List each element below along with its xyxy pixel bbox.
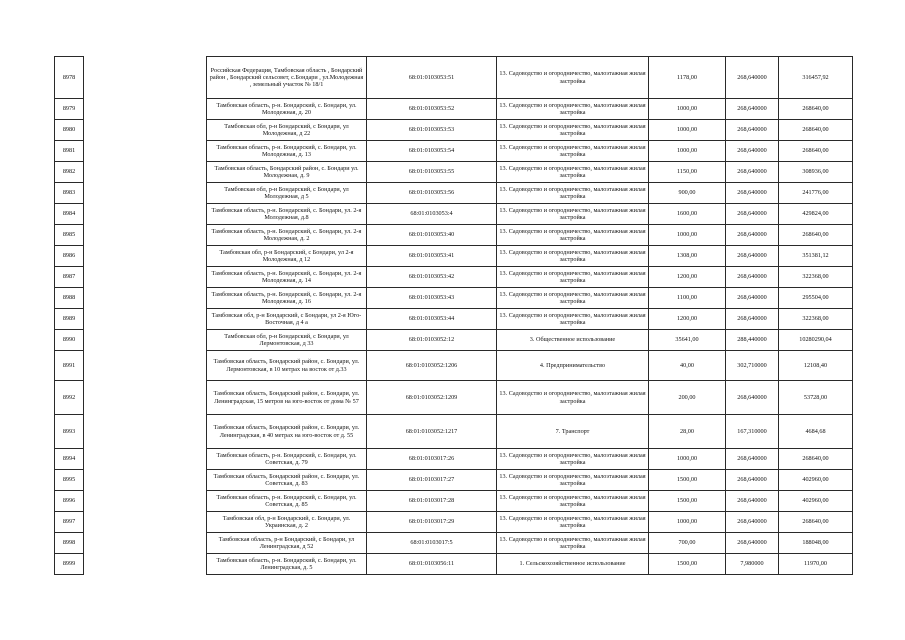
cell-rate: 268,640000 bbox=[726, 309, 779, 330]
cell-area: 28,00 bbox=[649, 415, 726, 449]
cell-blank bbox=[84, 204, 207, 225]
cell-area: 700,00 bbox=[649, 533, 726, 554]
cell-row-number: 8979 bbox=[55, 99, 84, 120]
table-row bbox=[55, 533, 853, 554]
table-row bbox=[55, 141, 853, 162]
cell-cadastral-value: 268640,00 bbox=[779, 225, 853, 246]
cell-blank bbox=[84, 330, 207, 351]
cell-row-number: 8981 bbox=[55, 141, 84, 162]
table-row bbox=[55, 225, 853, 246]
cell-area: 1000,00 bbox=[649, 141, 726, 162]
cell-land-use: 13. Садоводство и огородничество, малоэтажная жилая застройка bbox=[497, 309, 649, 330]
table-body bbox=[55, 57, 853, 575]
cell-land-use: 13. Садоводство и огородничество, малоэтажная жилая застройка bbox=[497, 470, 649, 491]
cell-rate: 302,710000 bbox=[726, 351, 779, 381]
table-row bbox=[55, 57, 853, 99]
cell-rate: 268,640000 bbox=[726, 470, 779, 491]
cell-blank bbox=[84, 554, 207, 575]
cell-address: Тамбовская область, р-н. Бондарский, с. Бондари, ул. 2-я Молодежная, д. 16 bbox=[207, 288, 367, 309]
table-row bbox=[55, 162, 853, 183]
cell-row-number: 8999 bbox=[55, 554, 84, 575]
cell-area: 35641,00 bbox=[649, 330, 726, 351]
cell-blank bbox=[84, 381, 207, 415]
cell-address: Тамбовская область, Бондарский район, с. Бондари, ул. Лермонтовская, в 10 метрах на восток от д.33 bbox=[207, 351, 367, 381]
cell-area: 1178,00 bbox=[649, 57, 726, 99]
cell-rate: 268,640000 bbox=[726, 99, 779, 120]
cell-cadastral-value: 268640,00 bbox=[779, 120, 853, 141]
table-row bbox=[55, 204, 853, 225]
cell-cadastral-value: 4684,68 bbox=[779, 415, 853, 449]
cell-cadastral-number: 68:01:0103017:29 bbox=[367, 512, 497, 533]
cell-row-number: 8982 bbox=[55, 162, 84, 183]
cell-rate: 268,640000 bbox=[726, 225, 779, 246]
cell-row-number: 8988 bbox=[55, 288, 84, 309]
cell-rate: 288,440000 bbox=[726, 330, 779, 351]
cell-cadastral-value: 11970,00 bbox=[779, 554, 853, 575]
cell-row-number: 8980 bbox=[55, 120, 84, 141]
table-row bbox=[55, 183, 853, 204]
cell-land-use: 13. Садоводство и огородничество, малоэтажная жилая застройка bbox=[497, 225, 649, 246]
cell-cadastral-number: 68:01:0103053:41 bbox=[367, 246, 497, 267]
cell-blank bbox=[84, 99, 207, 120]
cell-cadastral-number: 68:01:0103052:1206 bbox=[367, 351, 497, 381]
cell-land-use: 13. Садоводство и огородничество, малоэтажная жилая застройка bbox=[497, 267, 649, 288]
cell-cadastral-number: 68:01:0103053:43 bbox=[367, 288, 497, 309]
cell-cadastral-value: 402960,00 bbox=[779, 470, 853, 491]
cell-area: 1000,00 bbox=[649, 449, 726, 470]
cell-rate: 268,640000 bbox=[726, 381, 779, 415]
cell-cadastral-number: 68:01:0103017:27 bbox=[367, 470, 497, 491]
cell-cadastral-value: 12108,40 bbox=[779, 351, 853, 381]
cell-cadastral-number: 68:01:0103017:5 bbox=[367, 533, 497, 554]
cell-land-use: 13. Садоводство и огородничество, малоэтажная жилая застройка bbox=[497, 57, 649, 99]
cell-row-number: 8997 bbox=[55, 512, 84, 533]
cell-row-number: 8987 bbox=[55, 267, 84, 288]
cell-cadastral-value: 322368,00 bbox=[779, 267, 853, 288]
cell-cadastral-value: 316457,92 bbox=[779, 57, 853, 99]
cell-cadastral-value: 308936,00 bbox=[779, 162, 853, 183]
cell-cadastral-value: 295504,00 bbox=[779, 288, 853, 309]
table-row bbox=[55, 381, 853, 415]
cell-address: Тамбовская область, Бондарский район, с. Бондари, ул. Ленинградская, 15 метров на юго-восток от дома № 57 bbox=[207, 381, 367, 415]
cell-blank bbox=[84, 120, 207, 141]
cell-address: Тамбовская область, р-н. Бондарский, с. Бондари, ул. Молодежная, д. 13 bbox=[207, 141, 367, 162]
cell-address: Тамбовская обл, р-н Бондарский, с Бондари, ул Молодежная, д 5 bbox=[207, 183, 367, 204]
cell-row-number: 8996 bbox=[55, 491, 84, 512]
cell-blank bbox=[84, 512, 207, 533]
cell-cadastral-number: 68:01:0103052:1217 bbox=[367, 415, 497, 449]
table-row bbox=[55, 246, 853, 267]
cell-area: 1200,00 bbox=[649, 267, 726, 288]
cell-rate: 167,310000 bbox=[726, 415, 779, 449]
cell-rate: 268,640000 bbox=[726, 512, 779, 533]
cell-cadastral-value: 322368,00 bbox=[779, 309, 853, 330]
table-row bbox=[55, 415, 853, 449]
cell-land-use: 13. Садоводство и огородничество, малоэтажная жилая застройка bbox=[497, 204, 649, 225]
cell-address: Тамбовская область, Бондарский район, с. Бондари ул. Молодежная, д. 9 bbox=[207, 162, 367, 183]
cell-row-number: 8986 bbox=[55, 246, 84, 267]
cell-rate: 268,640000 bbox=[726, 120, 779, 141]
table-row bbox=[55, 351, 853, 381]
cell-cadastral-number: 68:01:0103053:52 bbox=[367, 99, 497, 120]
cell-row-number: 8978 bbox=[55, 57, 84, 99]
table-row bbox=[55, 491, 853, 512]
cell-cadastral-number: 68:01:0103053:54 bbox=[367, 141, 497, 162]
cell-row-number: 8993 bbox=[55, 415, 84, 449]
cell-address: Тамбовская обл, р-н Бондарский, с Бондари, ул Молодежная, д 22 bbox=[207, 120, 367, 141]
cell-land-use: 13. Садоводство и огородничество, малоэтажная жилая застройка bbox=[497, 288, 649, 309]
cell-address: Тамбовская область, р-н. Бондарский, с. Бондари, ул. Советская, д. 79 bbox=[207, 449, 367, 470]
cell-area: 200,00 bbox=[649, 381, 726, 415]
land-plot-table bbox=[54, 56, 853, 575]
cell-rate: 268,640000 bbox=[726, 449, 779, 470]
cell-blank bbox=[84, 162, 207, 183]
cell-cadastral-value: 351381,12 bbox=[779, 246, 853, 267]
cell-area: 1150,00 bbox=[649, 162, 726, 183]
cell-blank bbox=[84, 470, 207, 491]
cell-cadastral-number: 68:01:0103053:51 bbox=[367, 57, 497, 99]
cell-row-number: 8995 bbox=[55, 470, 84, 491]
table-row bbox=[55, 554, 853, 575]
cell-address: Тамбовская обл, р-н Бондарский, с Бондари, ул Лермонтовская, д 33 bbox=[207, 330, 367, 351]
cell-address: Тамбовская обл, р-н Бондарский, с Бондари, ул 2-я Юго-Восточная, д 4 а bbox=[207, 309, 367, 330]
cell-blank bbox=[84, 267, 207, 288]
cell-land-use: 13. Садоводство и огородничество, малоэтажная жилая застройка bbox=[497, 120, 649, 141]
cell-rate: 268,640000 bbox=[726, 267, 779, 288]
cell-cadastral-value: 268640,00 bbox=[779, 512, 853, 533]
cell-cadastral-number: 68:01:0103053:42 bbox=[367, 267, 497, 288]
cell-area: 1000,00 bbox=[649, 512, 726, 533]
table-row bbox=[55, 309, 853, 330]
cell-rate: 268,640000 bbox=[726, 533, 779, 554]
cell-cadastral-number: 68:01:0103052:1209 bbox=[367, 381, 497, 415]
cell-row-number: 8983 bbox=[55, 183, 84, 204]
cell-cadastral-value: 429824,00 bbox=[779, 204, 853, 225]
cell-row-number: 8990 bbox=[55, 330, 84, 351]
cell-blank bbox=[84, 288, 207, 309]
cell-cadastral-value: 10280290,04 bbox=[779, 330, 853, 351]
cell-address: Тамбовская область, Бондарский район, с. Бондари, ул. Ленинградская, в 40 метрах на юго-восток от д. 55 bbox=[207, 415, 367, 449]
cell-land-use: 13. Садоводство и огородничество, малоэтажная жилая застройка bbox=[497, 533, 649, 554]
cell-row-number: 8989 bbox=[55, 309, 84, 330]
cell-cadastral-number: 68:01:0103053:40 bbox=[367, 225, 497, 246]
cell-address: Российская Федерация, Тамбовская область , Бондарский район , Бондарский сельсовет, с.Бондари , ул.Молодежная , земельный участок № 18/1 bbox=[207, 57, 367, 99]
cell-cadastral-value: 188048,00 bbox=[779, 533, 853, 554]
cell-land-use: 13. Садоводство и огородничество, малоэтажная жилая застройка bbox=[497, 491, 649, 512]
cell-row-number: 8992 bbox=[55, 381, 84, 415]
cell-cadastral-value: 268640,00 bbox=[779, 141, 853, 162]
cell-land-use: 1. Сельскохозяйственное использование bbox=[497, 554, 649, 575]
cell-blank bbox=[84, 491, 207, 512]
cell-blank bbox=[84, 351, 207, 381]
cell-land-use: 13. Садоводство и огородничество, малоэтажная жилая застройка bbox=[497, 141, 649, 162]
cell-address: Тамбовская обл, р-н Бондарский, с. Бондари, ул. Украинская, д. 2 bbox=[207, 512, 367, 533]
cell-area: 40,00 bbox=[649, 351, 726, 381]
cell-cadastral-value: 268640,00 bbox=[779, 99, 853, 120]
cell-area: 1000,00 bbox=[649, 225, 726, 246]
cell-cadastral-number: 68:01:0103053:55 bbox=[367, 162, 497, 183]
cell-address: Тамбовская обл, р-н Бондарский, с Бондари, ул 2-я Молодежная, д 12 bbox=[207, 246, 367, 267]
cell-row-number: 8985 bbox=[55, 225, 84, 246]
cell-rate: 268,640000 bbox=[726, 162, 779, 183]
cell-area: 1308,00 bbox=[649, 246, 726, 267]
cell-cadastral-value: 268640,00 bbox=[779, 449, 853, 470]
document-page bbox=[54, 56, 853, 575]
cell-address: Тамбовская область, Бондарский район, с. Бондари, ул. Советская, д. 83 bbox=[207, 470, 367, 491]
cell-land-use: 7. Транспорт bbox=[497, 415, 649, 449]
cell-address: Тамбовская область, р-н Бондарский, с Бондари, ул Ленинградская, д 52 bbox=[207, 533, 367, 554]
cell-blank bbox=[84, 415, 207, 449]
cell-rate: 268,640000 bbox=[726, 246, 779, 267]
cell-cadastral-number: 68:01:0103017:26 bbox=[367, 449, 497, 470]
cell-blank bbox=[84, 309, 207, 330]
cell-area: 1000,00 bbox=[649, 99, 726, 120]
cell-cadastral-value: 241776,00 bbox=[779, 183, 853, 204]
table-row bbox=[55, 288, 853, 309]
cell-area: 1600,00 bbox=[649, 204, 726, 225]
cell-area: 1000,00 bbox=[649, 120, 726, 141]
cell-area: 1100,00 bbox=[649, 288, 726, 309]
cell-rate: 268,640000 bbox=[726, 141, 779, 162]
cell-area: 1500,00 bbox=[649, 470, 726, 491]
cell-rate: 7,980000 bbox=[726, 554, 779, 575]
cell-land-use: 13. Садоводство и огородничество, малоэтажная жилая застройка bbox=[497, 183, 649, 204]
cell-cadastral-number: 68:01:0103053:4 bbox=[367, 204, 497, 225]
cell-land-use: 13. Садоводство и огородничество, малоэтажная жилая застройка bbox=[497, 99, 649, 120]
cell-area: 1500,00 bbox=[649, 554, 726, 575]
cell-cadastral-number: 68:01:0103053:44 bbox=[367, 309, 497, 330]
table-row bbox=[55, 99, 853, 120]
table-row bbox=[55, 470, 853, 491]
cell-rate: 268,640000 bbox=[726, 57, 779, 99]
cell-area: 1500,00 bbox=[649, 491, 726, 512]
cell-cadastral-number: 68:01:0103017:28 bbox=[367, 491, 497, 512]
cell-area: 1200,00 bbox=[649, 309, 726, 330]
cell-address: Тамбовская область, р-н. Бондарский, с. Бондари, ул. Молодежная, д. 20 bbox=[207, 99, 367, 120]
cell-land-use: 3. Общественное использование bbox=[497, 330, 649, 351]
cell-land-use: 13. Садоводство и огородничество, малоэтажная жилая застройка bbox=[497, 449, 649, 470]
cell-blank bbox=[84, 141, 207, 162]
cell-cadastral-number: 68:01:0103056:11 bbox=[367, 554, 497, 575]
cell-land-use: 13. Садоводство и огородничество, малоэтажная жилая застройка bbox=[497, 246, 649, 267]
cell-land-use: 13. Садоводство и огородничество, малоэтажная жилая застройка bbox=[497, 162, 649, 183]
cell-cadastral-value: 402960,00 bbox=[779, 491, 853, 512]
cell-blank bbox=[84, 533, 207, 554]
cell-blank bbox=[84, 225, 207, 246]
cell-row-number: 8991 bbox=[55, 351, 84, 381]
table-row bbox=[55, 267, 853, 288]
cell-address: Тамбовская область, р-н. Бондарский, с. Бондари, ул. 2-я Молодежная, д. 14 bbox=[207, 267, 367, 288]
cell-area: 900,00 bbox=[649, 183, 726, 204]
cell-cadastral-number: 68:01:0103053:56 bbox=[367, 183, 497, 204]
cell-cadastral-value: 53728,00 bbox=[779, 381, 853, 415]
table-row bbox=[55, 449, 853, 470]
cell-address: Тамбовская область, р-н. Бондарский, с. Бондари, ул. 2-я Молодежная, д. 2 bbox=[207, 225, 367, 246]
cell-blank bbox=[84, 183, 207, 204]
cell-rate: 268,640000 bbox=[726, 491, 779, 512]
cell-row-number: 8994 bbox=[55, 449, 84, 470]
table-row bbox=[55, 120, 853, 141]
cell-rate: 268,640000 bbox=[726, 288, 779, 309]
cell-row-number: 8998 bbox=[55, 533, 84, 554]
cell-rate: 268,640000 bbox=[726, 183, 779, 204]
cell-blank bbox=[84, 57, 207, 99]
cell-blank bbox=[84, 449, 207, 470]
cell-blank bbox=[84, 246, 207, 267]
cell-cadastral-number: 68:01:0103052:12 bbox=[367, 330, 497, 351]
table-row bbox=[55, 512, 853, 533]
cell-cadastral-number: 68:01:0103053:53 bbox=[367, 120, 497, 141]
cell-address: Тамбовская область, р-н. Бондарский, с. Бондари, ул. Советская, д. 85 bbox=[207, 491, 367, 512]
table-row bbox=[55, 330, 853, 351]
cell-row-number: 8984 bbox=[55, 204, 84, 225]
cell-address: Тамбовская область, р-н. Бондарский, с. Бондари, ул. Ленинградская, д. 5 bbox=[207, 554, 367, 575]
cell-land-use: 13. Садоводство и огородничество, малоэтажная жилая застройка bbox=[497, 381, 649, 415]
cell-rate: 268,640000 bbox=[726, 204, 779, 225]
cell-land-use: 13. Садоводство и огородничество, малоэтажная жилая застройка bbox=[497, 512, 649, 533]
cell-address: Тамбовская область, р-н. Бондарский, с. Бондари, ул. 2-я Молодежная, д.8 bbox=[207, 204, 367, 225]
cell-land-use: 4. Предпринимательство bbox=[497, 351, 649, 381]
